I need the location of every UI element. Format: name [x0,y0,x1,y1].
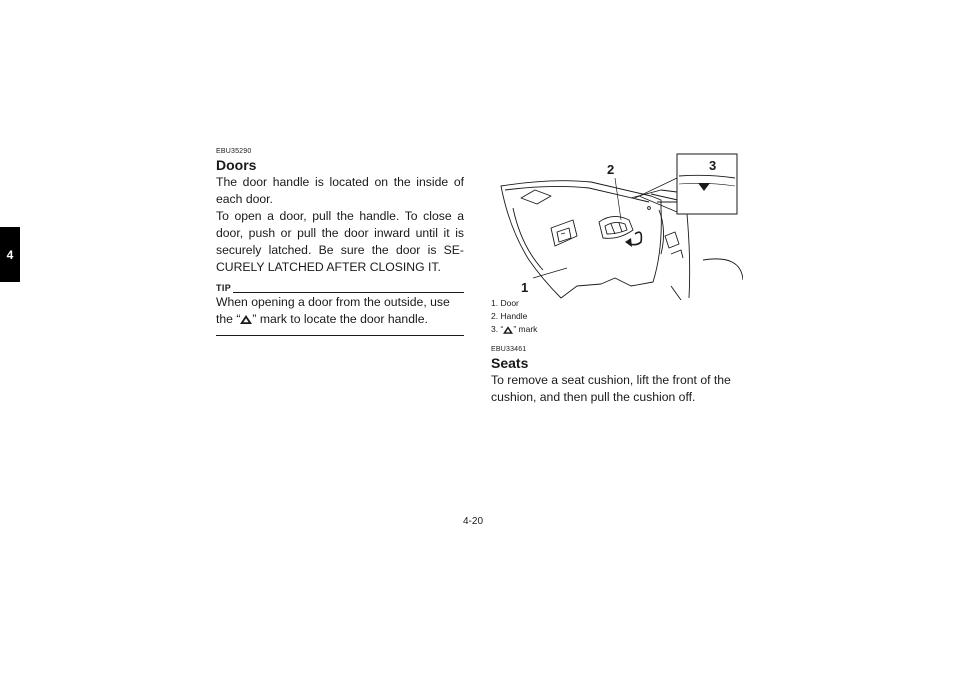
caption-2 [491,310,537,323]
tip-text-after: ” mark to locate the door handle. [252,312,428,326]
seats-section [491,346,743,406]
doors-code: EBU35290 [216,148,252,155]
chapter-tab [0,227,20,282]
doors-paragraph-1: The door handle is located on the inside of each door. [216,175,464,206]
caption-1 [491,297,537,310]
caption-2-text: Handle [500,311,528,321]
seats-paragraph: To remove a seat cushion, lift the front of the cushion, and then pull the cushion off. [491,373,731,404]
chapter-tab-number: 4 [6,247,14,262]
doors-section [216,148,464,336]
tip-text-before: When opening a door from the outside, use the “ [216,295,450,326]
doors-paragraph-2: To open a door, pull the handle. To close a door, push or pull the door inward until it is securely latched. Be sure the door is SE-CURELY LATCHED AFTER CLOSING IT. [216,209,464,274]
caption-3 [491,323,537,336]
caption-1-text: Door [500,298,519,308]
triangle-mark-icon [240,315,252,324]
caption-3-text-before: “ [500,324,504,334]
caption-2-number: 2. [491,311,499,321]
callout-1: 1 [521,280,529,295]
door-illustration [491,150,743,300]
caption-1-number: 1. [491,298,499,308]
caption-3-number: 3. [491,324,499,334]
figure-captions [491,297,537,336]
seats-code: EBU33461 [491,346,527,353]
callout-3: 3 [709,158,717,173]
seats-heading: Seats [491,355,529,371]
tip-end-divider [216,335,464,336]
tip-divider [233,292,464,293]
caption-3-text-after: ” mark [513,324,538,334]
doors-heading: Doors [216,157,257,173]
tip-label: TIP [216,283,232,293]
tip-body [216,294,464,328]
tip-header [216,281,464,293]
page-number: 4-20 [463,516,484,527]
caption-triangle-mark-icon [503,326,513,334]
callout-2: 2 [607,162,615,177]
